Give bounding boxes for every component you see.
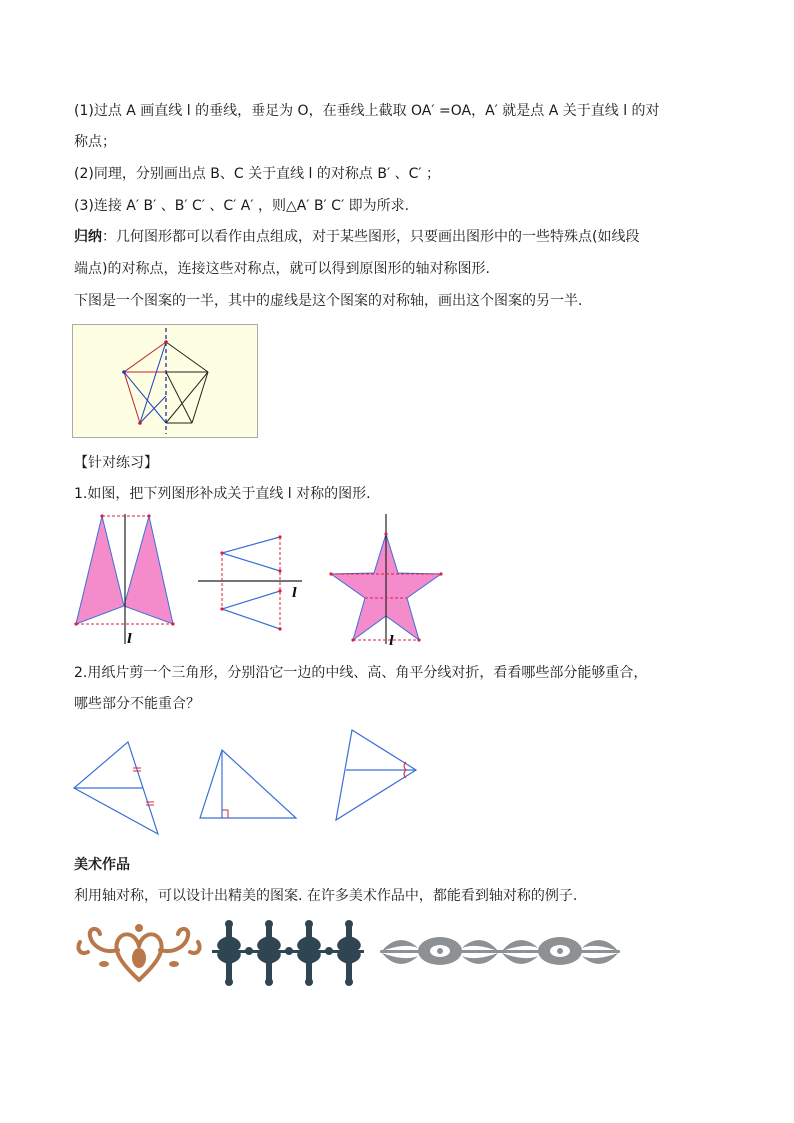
summary-line-2: 端点)的对称点，连接这些对称点，就可以得到原图形的轴对称图形. <box>74 261 490 277</box>
axis-label: l <box>389 634 394 646</box>
question-2-line-1: 2.用纸片剪一个三角形，分别沿它一边的中线、高、角平分线对折，看看哪些部分能够重合， <box>74 665 648 681</box>
step-1-line-1: (1)过点 A 画直线 l 的垂线，垂足为 O，在垂线上截取 OA′ =OA，A′ 就是点 A 关于直线 l 的对 <box>74 103 660 119</box>
q2-triangle-bisector <box>332 726 422 826</box>
q2-triangle-altitude <box>196 746 300 822</box>
summary-text-1: ：几何图形都可以看作由点组成，对于某些图形，只要画出图形中的一些特殊点(如线段 <box>102 229 640 245</box>
ornament-brown-heart <box>74 920 204 986</box>
ornament-gray-scroll <box>378 928 622 976</box>
q1-figure-twin-triangles <box>70 512 180 646</box>
summary-line-1 <box>74 226 734 248</box>
pentagon-pattern-figure <box>72 324 258 438</box>
art-text: 利用轴对称，可以设计出精美的图案. 在许多美术作品中，都能看到轴对称的例子. <box>74 888 578 904</box>
axis-label: l <box>292 586 297 601</box>
question-1: 1.如图，把下列图形补成关于直线 l 对称的图形. <box>74 486 371 502</box>
practice-header: 【针对练习】 <box>74 455 158 471</box>
axis-label: l <box>127 632 132 646</box>
art-title: 美术作品 <box>74 857 130 873</box>
summary-label: 归纳 <box>74 229 102 245</box>
question-2-line-2: 哪些部分不能重合？ <box>74 696 200 712</box>
step-1-line-2: 称点； <box>74 134 116 150</box>
ornament-dark-floral <box>210 918 366 988</box>
step-2: (2)同理，分别画出点 B、C 关于直线 l 的对称点 B′ 、C′ ； <box>74 166 440 182</box>
pattern-prompt: 下图是一个图案的一半，其中的虚线是这个图案的对称轴，画出这个图案的另一半. <box>74 293 583 309</box>
q1-figure-zigzag <box>196 533 306 633</box>
q2-triangle-median <box>70 738 166 838</box>
q1-figure-star <box>326 512 446 646</box>
step-3: (3)连接 A′ B′ 、B′ C′ 、C′ A′ ，则△A′ B′ C′ 即为所求. <box>74 198 410 214</box>
